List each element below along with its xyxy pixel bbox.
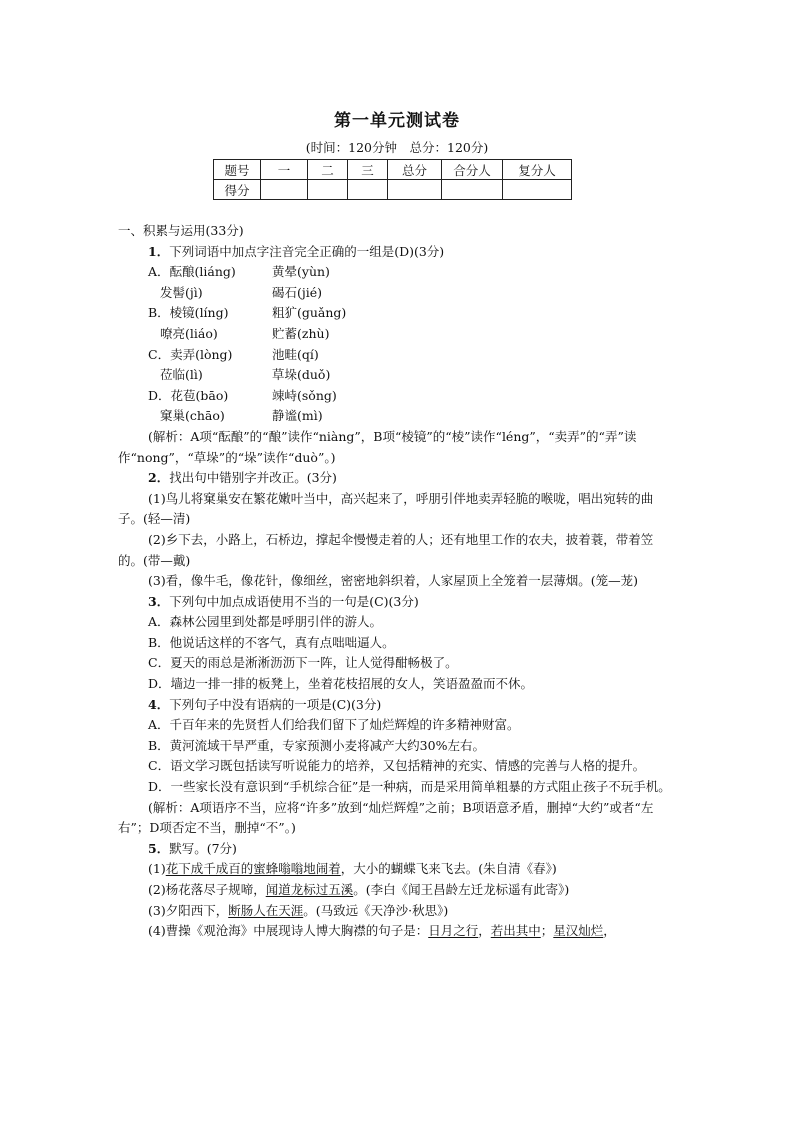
option-row [118, 283, 678, 304]
option-word: 莅临(lì) [160, 367, 203, 383]
dictation-prefix: (3)夕阳西下， [148, 902, 229, 918]
option-word: 窠巢(chāo) [160, 408, 225, 424]
option-line: D．一些家长没有意识到“手机综合征”是一种病，而是采用简单粗暴的方式阻止孩子不玩手机。 [148, 779, 671, 795]
option-word: 竦峙(sǒng) [272, 387, 337, 403]
score-row-label: 得分 [214, 180, 261, 200]
dictation-suffix: ，大小的蝴蝶飞来飞去。(朱自清《春》) [340, 861, 557, 877]
question-number: 3． [148, 593, 170, 609]
option-word: 贮蓄(zhù) [272, 325, 330, 341]
option-word: B．棱镜(líng) [148, 305, 229, 321]
dictation-item-2 [118, 880, 678, 901]
sub-item: (3)看，像牛毛，像花针，像细丝，密密地斜织着，人家屋顶上全笼着一层薄烟。(笼—茏) [148, 573, 638, 589]
dictation-answer: 闻道龙标过五溪 [265, 882, 354, 897]
question-2 [118, 468, 678, 489]
score-table-header: 一 [261, 160, 308, 180]
question-number: 1． [148, 243, 170, 259]
score-cell [442, 180, 503, 200]
option-line: A．森林公园里到处都是呼朋引伴的游人。 [148, 614, 383, 630]
exam-content [118, 221, 678, 942]
option-line: D．墙边一排一排的板凳上，坐着花枝招展的女人，笑语盈盈而不休。 [148, 676, 534, 692]
dictation-separator: ， [478, 923, 491, 939]
option-word: D．花苞(bāo) [148, 387, 229, 403]
option-line: B．黄河流域干旱严重，专家预测小麦将减产大约30%左右。 [148, 737, 485, 753]
option-word: A．酝酿(liáng) [148, 264, 236, 280]
sub-item: (1)鸟儿将窠巢安在繁花嫩叶当中，高兴起来了，呼朋引伴地卖弄轻脆的喉咙，唱出宛转的曲子。(轻—清) [118, 490, 654, 527]
option-row [118, 386, 678, 407]
option-word: 黄晕(yùn) [272, 264, 330, 280]
score-table-score-row [214, 180, 572, 200]
score-cell [388, 180, 442, 200]
dictation-separator: ， [603, 923, 616, 939]
option-row [118, 365, 678, 386]
option-row [118, 345, 678, 366]
section-heading: 一、积累与运用(33分) [118, 223, 244, 238]
option-row [118, 262, 678, 283]
option-word: 草垛(duǒ) [272, 367, 331, 383]
score-table-header: 复分人 [503, 160, 572, 180]
option-row [118, 406, 678, 427]
dictation-prefix: (1) [148, 861, 166, 877]
dictation-item-4 [118, 921, 678, 942]
dictation-answer: 若出其中 [490, 923, 541, 939]
score-cell [503, 180, 572, 200]
exam-time-score: (时间：120分钟 总分：120分) [305, 140, 489, 155]
score-table-header: 总分 [388, 160, 442, 180]
option-line: A．千百年来的先贤哲人们给我们留下了灿烂辉煌的许多精神财富。 [148, 717, 520, 733]
option-word: 发髻(jì) [160, 284, 203, 300]
option-line: C．夏天的雨总是淅淅沥沥下一阵，让人觉得酣畅极了。 [148, 655, 458, 671]
question-number: 2． [148, 470, 170, 486]
dictation-suffix: 。(马致远《天净沙·秋思》) [303, 902, 449, 918]
option-word: 碣石(jié) [272, 284, 323, 300]
dictation-prefix: (2)杨花落尽子规啼， [148, 882, 266, 897]
dictation-answer: 星汉灿烂 [553, 923, 604, 939]
option-line: B．他说话这样的不客气，真有点咄咄逼人。 [148, 634, 395, 650]
score-table-header: 二 [308, 160, 348, 180]
dictation-prefix: (4)曹操《观沧海》中展现诗人博大胸襟的句子是： [148, 923, 429, 939]
score-table-header: 题号 [214, 160, 261, 180]
score-cell [261, 180, 308, 200]
score-table-header-row [214, 160, 572, 180]
option-word: 静谧(mì) [272, 408, 323, 424]
option-row [118, 324, 678, 345]
option-line: C．语文学习既包括读写听说能力的培养，又包括精神的充实、情感的完善与人格的提升。 [148, 758, 646, 774]
question-text: 下列句子中没有语病的一项是(C)(3分) [169, 696, 382, 712]
option-word: C．卖弄(lòng) [148, 346, 233, 362]
analysis-text: (解析：A项语序不当，应将“许多”放到“灿烂辉煌”之前；B项语意矛盾，删掉“大约”或者“左右”；D项否定不当，删掉“不”。) [118, 799, 654, 836]
option-word: 池畦(qí) [272, 346, 319, 362]
question-3 [118, 592, 678, 613]
page-title: 第一单元测试卷 [334, 111, 460, 131]
question-text: 默写。(7分) [169, 840, 237, 856]
score-table [213, 159, 572, 200]
dictation-answer: 花下成千成百的蜜蜂嗡嗡地闹着 [165, 861, 341, 877]
score-table-header: 合分人 [442, 160, 503, 180]
question-4 [118, 695, 678, 716]
score-cell [348, 180, 388, 200]
dictation-answer: 日月之行 [428, 923, 479, 939]
dictation-item-3 [118, 901, 678, 922]
option-row [118, 303, 678, 324]
dictation-item-1 [118, 859, 678, 880]
option-word: 嘹亮(liáo) [160, 325, 218, 341]
dictation-suffix: 。(李白《闻王昌龄左迁龙标遥有此寄》) [353, 882, 570, 897]
option-word: 粗犷(guǎng) [272, 305, 347, 321]
dictation-separator: ； [540, 923, 554, 939]
sub-item: (2)乡下去，小路上，石桥边，撑起伞慢慢走着的人；还有地里工作的农夫，披着蓑，带着笠的。(带—戴) [118, 531, 654, 568]
question-1 [118, 242, 678, 263]
question-number: 5． [148, 840, 170, 856]
question-text: 下列词语中加点字注音完全正确的一组是(D)(3分) [169, 243, 445, 259]
dictation-answer: 断肠人在天涯 [228, 902, 304, 918]
score-table-header: 三 [348, 160, 388, 180]
score-cell [308, 180, 348, 200]
question-number: 4． [148, 696, 170, 712]
question-5 [118, 839, 678, 860]
analysis-text: (解析：A项“酝酿”的“酿”读作“niàng”，B项“棱镜”的“棱”读作“léng”，“卖弄”的“弄”读作“nong”，“草垛”的“垛”读作“duò”。) [118, 428, 637, 465]
question-text: 找出句中错别字并改正。(3分) [169, 470, 337, 486]
question-text: 下列句中加点成语使用不当的一句是(C)(3分) [169, 593, 419, 609]
